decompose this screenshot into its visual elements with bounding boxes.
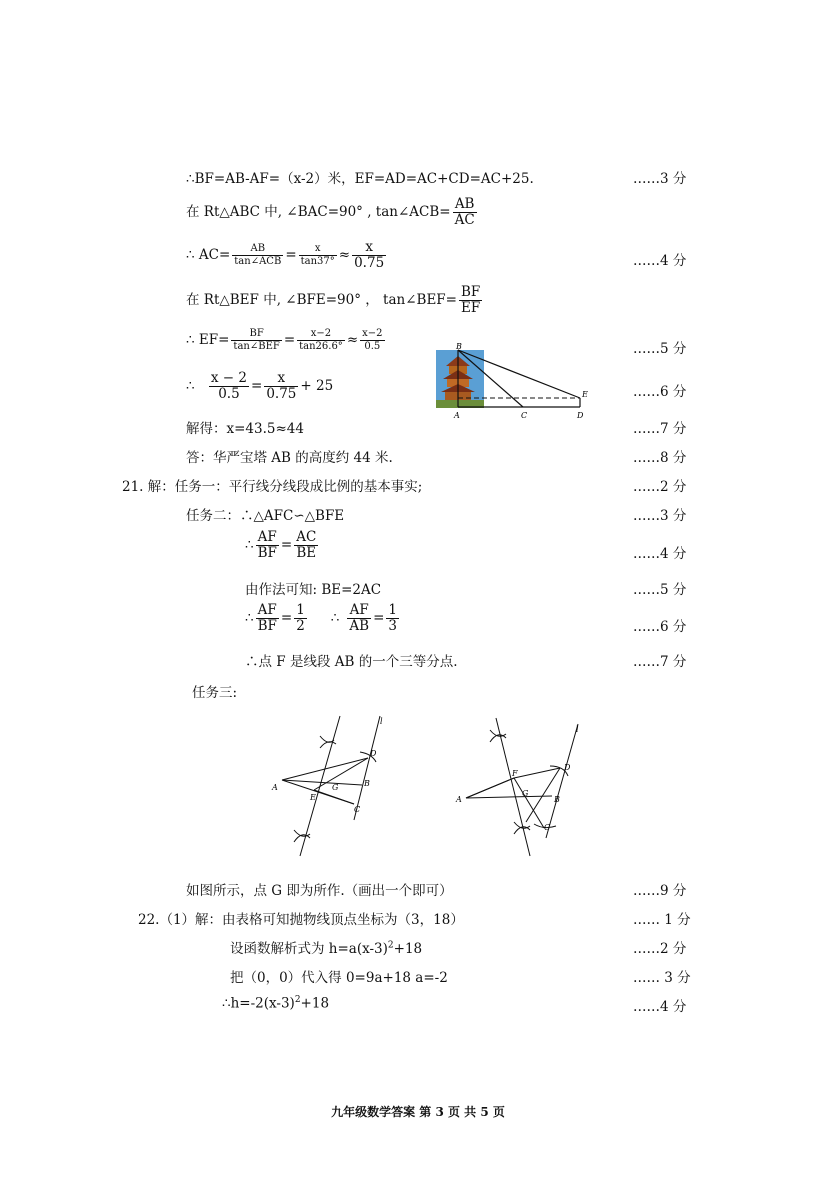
p21-ratio-2: ∴ $\frac{AF}{BF}$ = $\frac{1}{2}$ ∴ $\frac{AF}{AB}$ = $\frac{1}{3}$ — [245, 602, 397, 634]
score-5b: ……5 分 — [633, 582, 687, 598]
p21-conclusion: ∴点 F 是线段 AB 的一个三等分点. — [245, 654, 458, 670]
line-fig2-l — [546, 724, 578, 838]
frac-x-tan37: $\frac{x}{\tan 37^\circ}$ — [300, 243, 335, 267]
frac-af-bf: $\frac{AF}{BF}$ — [257, 529, 277, 561]
label-E: E — [582, 390, 588, 399]
fig1-label-B: B — [364, 779, 370, 788]
p21-task2: 任务二：∴△AFC∽△BFE — [186, 508, 345, 524]
fig2-label-A: A — [456, 795, 462, 804]
label-D: D — [577, 411, 584, 420]
score-2c: ……2 分 — [633, 941, 687, 957]
frac-x2-over-05: $\frac{x - 2}{0.5}$ — [210, 370, 247, 402]
frac-bf-ef: $\frac{BF}{EF}$ — [461, 284, 481, 316]
p20-line-2 — [186, 197, 479, 228]
frac-x2-05: $\frac{x-2}{0.5}$ — [362, 328, 383, 352]
score-8: ……8 分 — [633, 450, 687, 466]
fig2-label-G: G — [522, 789, 529, 798]
p21-task3: 任务三: — [192, 685, 238, 701]
label-C: C — [521, 411, 528, 420]
p22-substitute: 把（0，0）代入得 0=9a+18 a=-2 — [230, 970, 448, 986]
frac-x-over-075: $\frac{x}{0.75}$ — [266, 370, 297, 402]
construction-figure-2 — [452, 710, 587, 860]
line-fig2-perpendicular — [496, 718, 530, 856]
score-4c: ……4 分 — [633, 999, 687, 1015]
label-B: B — [456, 342, 462, 351]
p20-line-5: ∴ EF= $\frac{BF}{\text{tan∠BEF}}$ = $\frac{x-2}{\tan 26.6^\circ}$ ≈ $\frac{x-2}{0.5}$ — [186, 328, 383, 352]
line-fig2-FD — [514, 768, 560, 778]
p21-construction: 由作法可知: BE=2AC — [245, 582, 382, 598]
line-fig1-EC — [314, 790, 354, 804]
fig1-label-D: D — [370, 749, 377, 758]
p20-line-7: 解得：x=43.5≈44 — [186, 421, 304, 437]
line-fig2-AF-2 — [466, 778, 514, 798]
p22-result: $\therefore h=-2(x-3)^2+18$ — [222, 995, 330, 1012]
p21-task3-answer: 如图所示，点 G 即为所作.（画出一个即可） — [186, 883, 453, 899]
frac-ab-ac: $\frac{AB}{AC}$ — [454, 196, 475, 228]
line-fig1-AD — [282, 758, 368, 780]
score-6b: ……6 分 — [633, 619, 687, 635]
frac-bf-tan: $\frac{BF}{\text{tan∠BEF}}$ — [233, 328, 280, 352]
score-5: ……5 分 — [633, 341, 687, 357]
p20-line-1: ∴BF=AB-AF=（x-2）米，EF=AD=AC+CD=AC+25. — [186, 171, 534, 187]
pagoda-figure — [428, 342, 598, 424]
frac-x2-tan266: $\frac{x-2}{\tan 26.6^\circ}$ — [299, 328, 343, 352]
fig2-label-F: F — [512, 769, 518, 778]
score-4: ……4 分 — [633, 253, 687, 269]
line-fig2-FC — [514, 778, 544, 828]
score-7: ……7 分 — [633, 421, 687, 437]
fig2-label-l: l — [576, 725, 579, 734]
score-7b: ……7 分 — [633, 654, 687, 670]
fig1-label-E: E — [310, 793, 316, 802]
p20-line-4: 在 Rt△BEF 中, ∠BFE=90° ， tan∠BEF= $\frac{BF}{EF}$ — [186, 284, 481, 316]
label-A: A — [454, 411, 460, 420]
fig1-label-C: C — [354, 805, 361, 814]
fig1-label-l: l — [380, 717, 383, 726]
frac-ab-tan: $\frac{AB}{\text{tan∠ACB}}$ — [234, 243, 282, 267]
p20-l2-text: 在 Rt△ABC 中, ∠BAC=90° , tan∠ACB= — [186, 204, 451, 220]
p22-vertex: 22.（1）解：由表格可知抛物线顶点坐标为（3，18） — [138, 912, 464, 928]
page-footer: 九年级数学答案 第 3 页 共 5 页 — [331, 1105, 505, 1119]
score-3b: ……3 分 — [633, 508, 687, 524]
arc-fig1-top-1 — [320, 736, 334, 742]
fig1-label-G: G — [332, 783, 339, 792]
fig2-label-D: D — [564, 763, 571, 772]
p20-line-3: ∴ AC= $\frac{AB}{\text{tan∠ACB}}$ = $\frac{x}{\tan 37^\circ}$ ≈ $\frac{x}{0.75}$ — [186, 239, 385, 271]
frac-af-ab: $\frac{AF}{AB}$ — [349, 602, 370, 634]
frac-1-2: $\frac{1}{2}$ — [296, 602, 305, 634]
fig1-label-A: A — [272, 783, 278, 792]
score-3: ……3 分 — [633, 171, 687, 187]
frac-1-3: $\frac{1}{3}$ — [388, 602, 397, 634]
p21-task1: 21. 解：任务一：平行线分线段成比例的基本事实; — [122, 479, 423, 495]
score-1: …… 1 分 — [633, 912, 691, 928]
score-2: ……2 分 — [633, 479, 687, 495]
p22-setup: 设函数解析式为 $h=a(x-3)^2+18$ — [230, 940, 423, 957]
frac-af-bf-2: $\frac{AF}{BF}$ — [257, 602, 277, 634]
score-6: ……6 分 — [633, 384, 687, 400]
score-9: ……9 分 — [633, 883, 687, 899]
p20-line-6: ∴ $\frac{x - 2}{0.5}$ = $\frac{x}{0.75}$ + 25 — [186, 370, 334, 402]
score-3c: …… 3 分 — [633, 970, 691, 986]
frac-ac-be: $\frac{AC}{BE}$ — [296, 529, 317, 561]
score-4b: ……4 分 — [633, 546, 687, 562]
fig2-label-B: B — [554, 795, 560, 804]
construction-figure-1 — [268, 710, 398, 860]
arc-fig1-top-2 — [320, 742, 336, 748]
fig2-label-C: C — [544, 823, 551, 832]
line-fig2-AB — [466, 796, 552, 798]
p20-answer: 答：华严宝塔 AB 的高度约 44 米. — [186, 450, 393, 466]
p21-ratio-1: ∴ $\frac{AF}{BF}$ = $\frac{AC}{BE}$ — [245, 529, 317, 561]
frac-x-075: $\frac{x}{0.75}$ — [354, 239, 385, 271]
